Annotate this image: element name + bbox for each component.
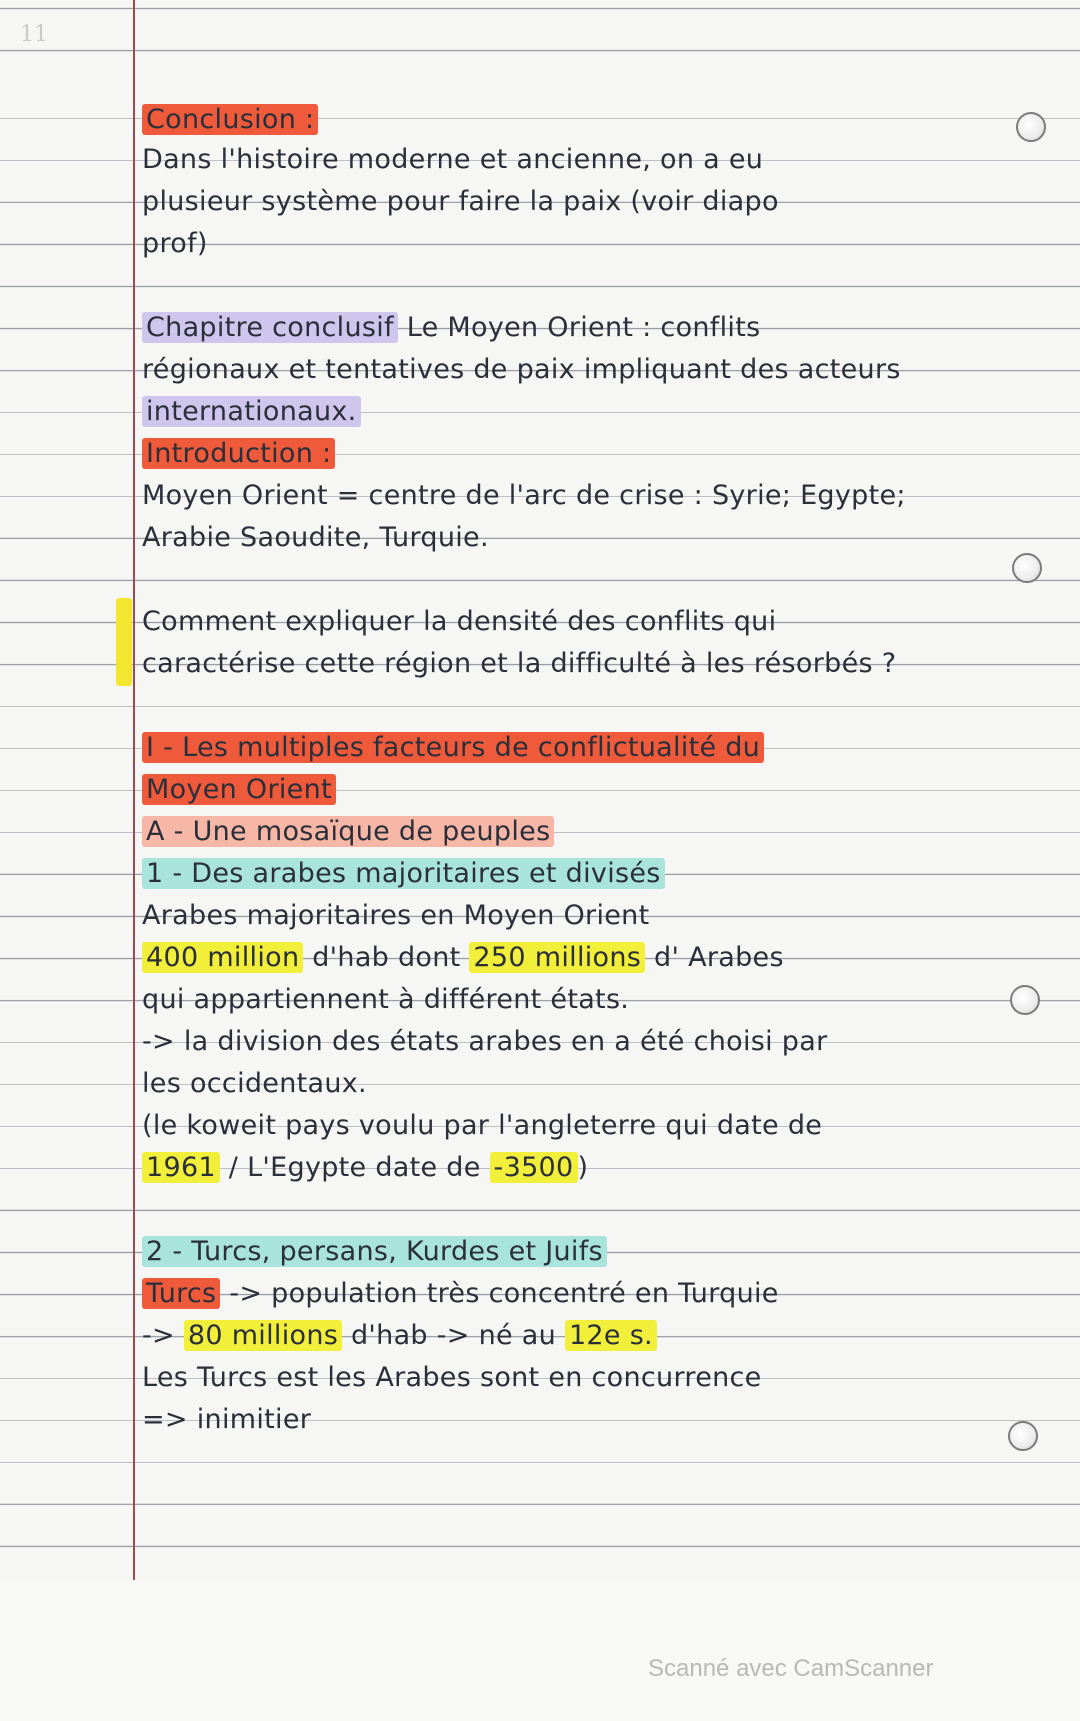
sub-subsection-heading	[142, 1236, 1062, 1268]
problematic-line: caractérise cette région et la difficulté à les résorbés ?	[142, 648, 897, 679]
text-line: Dans l'histoire moderne et ancienne, on a eu	[142, 144, 764, 175]
text-line: (le koweit pays voulu par l'angleterre qui date de	[142, 1110, 823, 1141]
text-line: qui appartiennent à différent états.	[142, 984, 630, 1015]
text-line: prof)	[142, 228, 208, 259]
text-line	[142, 1320, 1062, 1352]
subsection-heading	[142, 816, 1062, 848]
highlighted-text: internationaux.	[142, 396, 361, 427]
scanner-watermark: Scanné avec CamScanner	[648, 1655, 934, 1682]
text-line: Les Turcs est les Arabes sont en concurrence	[142, 1362, 762, 1393]
text-line: les occidentaux.	[142, 1068, 367, 1099]
margin-line	[133, 0, 135, 1580]
highlighted-number: 80 millions	[184, 1320, 342, 1351]
part-heading	[142, 732, 1062, 764]
text-line	[142, 396, 1062, 428]
sub-subsection-heading	[142, 858, 1062, 890]
highlighted-number: -3500	[490, 1152, 578, 1183]
text-line: régionaux et tentatives de paix impliquant des acteurs	[142, 354, 901, 385]
page-bottom-blank	[0, 1580, 1080, 1721]
text-line: Arabes majoritaires en Moyen Orient	[142, 900, 650, 931]
margin-highlight-mark	[116, 598, 132, 686]
introduction-heading	[142, 438, 1062, 470]
text-fragment: d' Arabes	[645, 942, 784, 973]
highlighted-number: 1961	[142, 1152, 220, 1183]
subsection-title: A - Une mosaïque de peuples	[142, 816, 554, 847]
text-fragment: d'hab dont	[303, 942, 470, 973]
highlighted-term: Turcs	[142, 1278, 220, 1309]
conclusion-label: Conclusion :	[142, 104, 318, 135]
text-fragment: )	[577, 1152, 589, 1183]
text-fragment: d'hab -> né au	[342, 1320, 565, 1351]
highlighted-number: 12e s.	[565, 1320, 657, 1351]
problematic-line: Comment expliquer la densité des conflits qui	[142, 606, 777, 637]
sub-subsection-title: 2 - Turcs, persans, Kurdes et Juifs	[142, 1236, 607, 1267]
text-fragment: ->	[142, 1320, 184, 1351]
chapter-title: Le Moyen Orient : conflits	[397, 312, 761, 343]
text-line: Moyen Orient = centre de l'arc de crise : Syrie; Egypte;	[142, 480, 906, 511]
text-line	[142, 1278, 1062, 1310]
punch-hole-icon	[1012, 553, 1042, 583]
text-line: -> la division des états arabes en a été choisi par	[142, 1026, 828, 1057]
part-title: Moyen Orient	[142, 774, 336, 805]
conclusion-heading	[142, 104, 1062, 136]
part-heading	[142, 774, 1062, 806]
text-fragment: / L'Egypte date de	[219, 1152, 490, 1183]
text-fragment: -> population très concentré en Turquie	[220, 1278, 779, 1309]
part-title: I - Les multiples facteurs de conflictualité du	[142, 732, 764, 763]
introduction-label: Introduction :	[142, 438, 335, 469]
page-number: 11	[20, 22, 48, 47]
chapter-title-line	[142, 312, 1062, 344]
text-line: plusieur système pour faire la paix (voir diapo	[142, 186, 779, 217]
highlighted-number: 400 million	[142, 942, 303, 973]
text-line: Arabie Saoudite, Turquie.	[142, 522, 489, 553]
text-line: => inimitier	[142, 1404, 312, 1435]
text-line	[142, 1152, 1062, 1184]
chapter-label: Chapitre conclusif	[142, 312, 398, 343]
highlighted-number: 250 millions	[469, 942, 645, 973]
sub-subsection-title: 1 - Des arabes majoritaires et divisés	[142, 858, 665, 889]
text-line	[142, 942, 1062, 974]
